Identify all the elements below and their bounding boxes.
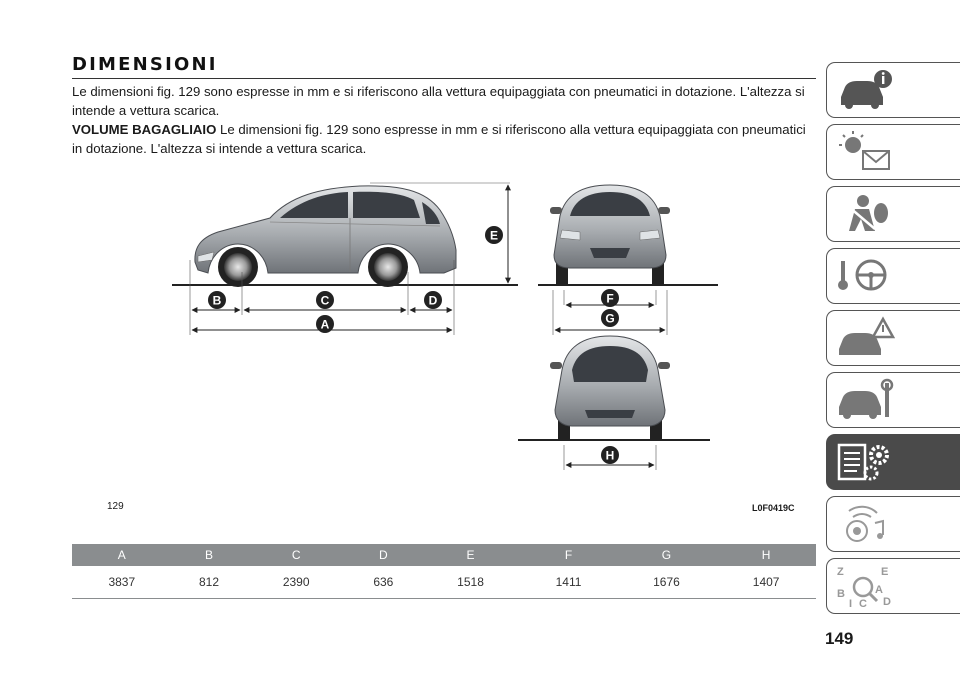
alphabetical-index-icon <box>835 563 895 609</box>
title-divider <box>72 78 816 79</box>
tab-technical-data[interactable] <box>826 434 960 490</box>
tab-car-info[interactable] <box>826 62 960 118</box>
table-header: A <box>72 544 172 566</box>
table-header: G <box>617 544 717 566</box>
svg-text:H: H <box>605 448 615 463</box>
emergency-hazard-icon <box>835 315 895 361</box>
car-info-icon <box>835 67 895 113</box>
label-g <box>601 309 619 327</box>
dimensions-figure <box>140 160 800 530</box>
rear-view-car <box>518 336 710 440</box>
svg-text:C: C <box>859 598 867 609</box>
luggage-paragraph <box>72 120 816 158</box>
tab-safety[interactable] <box>826 186 960 242</box>
svg-text:I: I <box>849 598 853 609</box>
svg-text:A: A <box>875 584 883 596</box>
svg-text:D: D <box>883 596 891 608</box>
svg-text:E: E <box>881 566 889 578</box>
front-view-car <box>538 185 718 285</box>
table-header-row <box>72 544 816 566</box>
table-cell: 1518 <box>421 566 521 599</box>
label-a <box>316 315 334 333</box>
dimensions-table <box>72 544 816 599</box>
tab-index[interactable] <box>826 558 960 614</box>
label-d <box>424 291 442 309</box>
svg-text:D: D <box>428 293 438 308</box>
table-cell: 1407 <box>716 566 816 599</box>
svg-text:Z: Z <box>837 566 844 578</box>
label-h <box>601 446 619 464</box>
chapter-tabs <box>826 62 960 614</box>
tab-emergency[interactable] <box>826 310 960 366</box>
svg-text:F: F <box>606 291 614 306</box>
table-header: B <box>172 544 247 566</box>
table-cell: 1411 <box>520 566 616 599</box>
tab-starting-driving[interactable] <box>826 248 960 304</box>
table-row <box>72 566 816 599</box>
table-cell: 3837 <box>72 566 172 599</box>
technical-data-icon <box>835 439 895 485</box>
table-cell: 1676 <box>617 566 717 599</box>
page-number: 149 <box>825 629 854 648</box>
table-header: C <box>246 544 346 566</box>
warning-light-message-icon <box>835 129 895 175</box>
tab-maintenance[interactable] <box>826 372 960 428</box>
intro-paragraph: Le dimensioni fig. 129 sono espresse in mm e si riferiscono alla vettura equipaggiata con pneumatici in dotazione. L'altezza si intende a vettura scarica. <box>72 84 805 118</box>
page-title: DIMENSIONI <box>72 54 218 75</box>
label-f <box>601 289 619 307</box>
tab-warning-lights[interactable] <box>826 124 960 180</box>
maintenance-tools-icon <box>835 377 895 423</box>
svg-text:G: G <box>605 311 615 326</box>
table-cell: 636 <box>346 566 421 599</box>
tab-multimedia[interactable] <box>826 496 960 552</box>
luggage-heading: VOLUME BAGAGLIAIO <box>72 122 217 137</box>
label-c <box>316 291 334 309</box>
table-header: E <box>421 544 521 566</box>
table-header: F <box>520 544 616 566</box>
svg-text:C: C <box>320 293 330 308</box>
svg-text:B: B <box>212 293 222 308</box>
steering-key-icon <box>835 253 895 299</box>
table-cell: 812 <box>172 566 247 599</box>
luggage-text: Le dimensioni fig. 129 sono espresse in mm e si riferiscono alla vettura equipaggiata con pneumatici in dotazione. L'altezza si intende a vettura scarica. <box>72 122 806 156</box>
airbag-safety-icon <box>835 191 895 237</box>
table-header: H <box>716 544 816 566</box>
multimedia-icon <box>835 501 895 547</box>
figure-number: 129 <box>107 501 124 512</box>
svg-text:B: B <box>837 588 845 600</box>
label-e <box>485 226 503 244</box>
svg-text:A: A <box>320 317 330 332</box>
side-view-car <box>172 186 518 287</box>
figure-code: L0F0419C <box>752 503 795 513</box>
table-cell: 2390 <box>246 566 346 599</box>
label-b <box>208 291 226 309</box>
svg-text:E: E <box>489 228 499 243</box>
table-header: D <box>346 544 421 566</box>
